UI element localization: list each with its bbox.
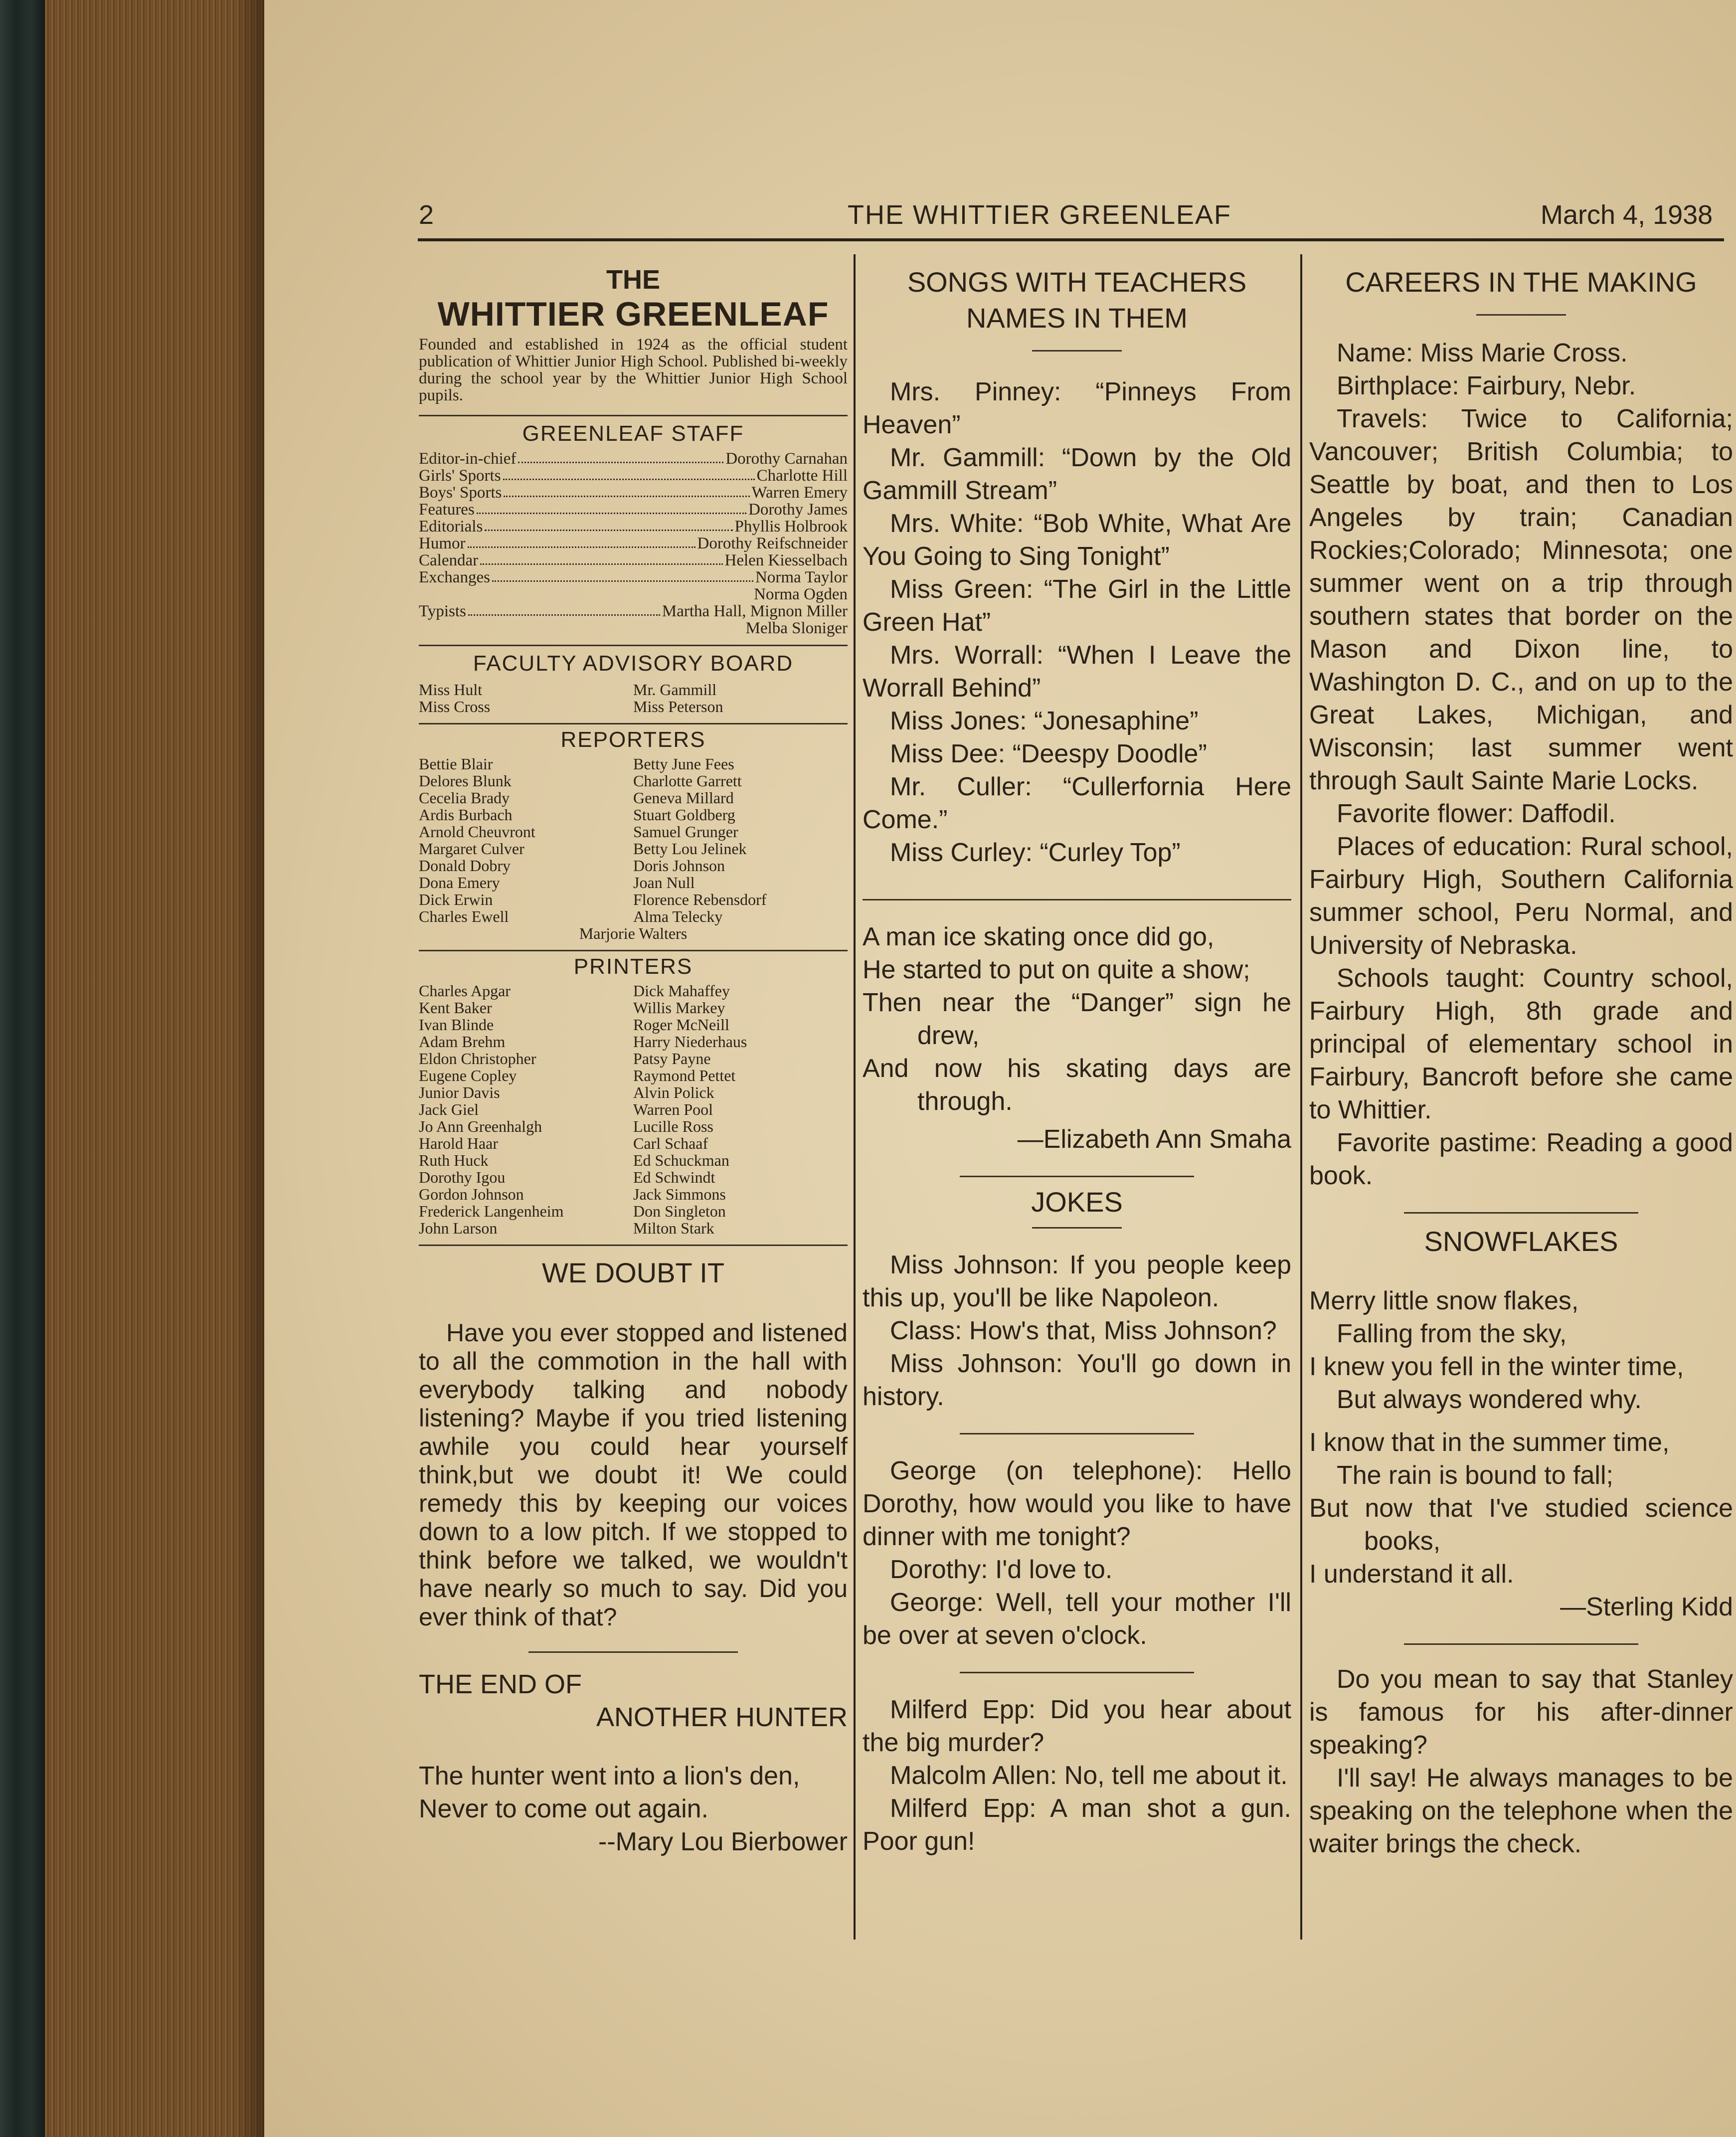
leader-dots — [504, 496, 749, 497]
reporters-name: Charles Ewell — [419, 907, 509, 925]
reporters-name: Samuel Grunger — [633, 823, 738, 841]
career-line: Favorite pastime: Reading a good book. — [1309, 1128, 1733, 1190]
faculty-heading: FACULTY ADVISORY BOARD — [473, 651, 794, 676]
reporters-name: Alma Telecky — [633, 907, 723, 925]
leader-dots — [492, 580, 753, 582]
reporters-heading: REPORTERS — [560, 727, 706, 752]
printers-name: Kent Baker — [419, 999, 492, 1017]
joke-line: Malcolm Allen: No, tell me about it. — [890, 1761, 1288, 1790]
song-item: Mrs. Worrall: “When I Leave the Worrall Behind” — [863, 641, 1291, 703]
staff-role: Humor — [419, 534, 466, 552]
skating-line-4: And now his skating days are through. — [863, 1054, 1291, 1116]
printers-name: Jack Simmons — [633, 1185, 726, 1203]
reporters-name: Arnold Cheuvront — [419, 823, 535, 841]
staff-name: Helen Kiesselbach — [724, 551, 848, 569]
snow-line-3: I knew you fell in the winter time, — [1309, 1352, 1684, 1381]
career-line: Travels: Twice to California; Vancouver; British Columbia; to Seattle by boat, and then to Los Angeles by train; Canadian Rockies;Colorado; Minnesota; one summer went on a trip through southern states that border on the Mason and Dixon line, to Washington D. C., and on up to the Great Lakes, Michigan, and Wisconsin; last summer went through Sault Sainte Marie Locks. — [1309, 404, 1733, 795]
reporters-name: Charlotte Garrett — [633, 772, 742, 790]
staff-row — [419, 450, 848, 467]
staff-role: Features — [419, 501, 475, 519]
songs-list — [863, 375, 1291, 869]
printers-name: Ed Schwindt — [633, 1168, 715, 1186]
staff-name: Dorothy Carnahan — [725, 450, 848, 468]
snow-line-1: Merry little snow flakes, — [1309, 1286, 1579, 1315]
staff-row — [419, 552, 848, 569]
doubt-heading: WE DOUBT IT — [541, 1257, 725, 1288]
snow-line-2: Falling from the sky, — [1337, 1319, 1567, 1348]
skating-rule — [863, 899, 1291, 900]
staff-rule — [419, 415, 848, 416]
joke-line: Milferd Epp: A man shot a gun. Poor gun! — [863, 1794, 1291, 1856]
hunter-line-1: The hunter went into a lion's den, — [419, 1762, 800, 1790]
staff-role: Boys' Sports — [419, 484, 502, 502]
leader-dots — [503, 479, 755, 480]
songs-heading-1: SONGS WITH TEACHERS — [907, 266, 1247, 298]
snow-line-4: But always wondered why. — [1337, 1385, 1642, 1414]
reporters-name: Ardis Burbach — [419, 806, 513, 824]
printers-name: Harry Niederhaus — [633, 1033, 747, 1051]
printers-name: Ivan Blinde — [419, 1016, 494, 1034]
hunter-heading-2: ANOTHER HUNTER — [596, 1702, 848, 1732]
staff-name: Dorothy Reifschneider — [697, 534, 848, 552]
reporters-rule — [419, 723, 848, 724]
staff-name: Martha Hall, Mignon Miller — [662, 602, 848, 620]
staff-heading: GREENLEAF STAFF — [522, 421, 744, 446]
staff-name: Norma Ogden — [754, 585, 848, 603]
staff-name: Phyllis Holbrook — [734, 518, 848, 535]
jokes-under-rule — [1032, 1227, 1122, 1229]
reporters-name: Florence Rebensdorf — [633, 890, 767, 908]
snowflakes-heading: SNOWFLAKES — [1424, 1226, 1618, 1257]
reporters-name: Doris Johnson — [633, 857, 725, 875]
printers-name: Raymond Pettet — [633, 1067, 736, 1084]
reporters-name: Joan Null — [633, 874, 695, 891]
reporters-name: Stuart Goldberg — [633, 806, 735, 824]
reporters-list — [419, 755, 848, 925]
doubt-body: Have you ever stopped and listened to all the commotion in the hall with everybody talking and nobody listening? Maybe if you tried listening awhile you could hear yourself think,but we doubt it! We could remedy this by keeping our voices down to a low pitch. If we stopped to think before we talked, we wouldn't have nearly so much to say. Did you ever think of that? — [419, 1319, 848, 1631]
leader-dots — [518, 462, 723, 463]
career-line: Schools taught: Country school, Fairbury High, 8th grade and principal of elementary school in Fairbury, Bancroft before she came to Whittier. — [1309, 964, 1733, 1124]
printers-name: Dorothy Igou — [419, 1168, 506, 1186]
song-item: Miss Green: “The Girl in the Little Green Hat” — [863, 575, 1291, 637]
reporters-name: Margaret Culver — [419, 840, 524, 858]
column-3 — [1309, 264, 1733, 1860]
printers-name: Patsy Payne — [633, 1050, 711, 1068]
joke-rule-1 — [960, 1433, 1194, 1434]
joke-line: Milferd Epp: Did you hear about the big murder? — [863, 1695, 1291, 1757]
joke-rule-2 — [960, 1672, 1194, 1673]
reporters-name: Dick Erwin — [419, 890, 493, 908]
printers-name: Charles Apgar — [419, 982, 511, 1000]
faculty-name: Miss Cross — [419, 698, 491, 715]
hunter-author: --Mary Lou Bierbower — [598, 1827, 848, 1856]
page-edges — [45, 0, 264, 2137]
staff-name: Warren Emery — [751, 484, 848, 502]
hunter-heading-1: THE END OF — [419, 1669, 582, 1699]
faculty-name: Miss Hult — [419, 681, 483, 699]
leader-dots — [477, 513, 746, 514]
jokes-rule — [960, 1176, 1194, 1177]
reporter-last: Marjorie Walters — [579, 924, 688, 942]
leader-dots — [468, 546, 695, 548]
song-item: Mrs. White: “Bob White, What Are You Going to Sing Tonight” — [863, 509, 1291, 571]
printers-name: Roger McNeill — [633, 1016, 729, 1034]
song-item: Miss Jones: “Jonesaphine” — [890, 707, 1199, 735]
leader-dots — [468, 614, 660, 616]
hunter-rule — [528, 1651, 738, 1653]
jokes-heading: JOKES — [1031, 1186, 1123, 1218]
column-divider-1 — [854, 254, 856, 1940]
faculty-name: Miss Peterson — [633, 698, 723, 715]
printers-name: Eldon Christopher — [419, 1050, 536, 1068]
staff-name: Charlotte Hill — [756, 467, 848, 485]
joke-line: Dorothy: I'd love to. — [890, 1555, 1113, 1584]
reporters-name: Geneva Millard — [633, 789, 734, 807]
staff-row — [419, 484, 848, 501]
staff-role: Editorials — [419, 518, 483, 535]
staff-name: Dorothy James — [748, 501, 848, 519]
joke-line: Class: How's that, Miss Johnson? — [890, 1316, 1277, 1345]
snow-line-5: I know that in the summer time, — [1309, 1428, 1670, 1457]
masthead-name: WHITTIER GREENLEAF — [437, 295, 829, 333]
printers-name: John Larson — [419, 1219, 498, 1237]
staff-row — [419, 569, 848, 586]
staff-role: Girls' Sports — [419, 467, 501, 485]
faculty-list — [419, 681, 848, 715]
careers-list — [1309, 337, 1733, 1192]
staff-row — [419, 467, 848, 484]
staff-role: Calendar — [419, 551, 479, 569]
printers-name: Harold Haar — [419, 1134, 499, 1152]
skating-line-3: Then near the “Danger” sign he drew, — [863, 988, 1291, 1050]
reporters-name: Dona Emery — [419, 874, 500, 891]
book-binding — [0, 0, 45, 2137]
printers-name: Dick Mahaffey — [633, 982, 730, 1000]
stanley-answer: I'll say! He always manages to be speaking on the telephone when the waiter brings the check. — [1309, 1764, 1733, 1858]
song-item: Mr. Gammill: “Down by the Old Gammill Stream” — [863, 443, 1291, 505]
reporters-name: Donald Dobry — [419, 857, 511, 875]
printers-name: Junior Davis — [419, 1083, 500, 1101]
printers-name: Carl Schaaf — [633, 1134, 708, 1152]
printers-name: Eugene Copley — [419, 1067, 517, 1084]
staff-role: Typists — [419, 602, 466, 620]
reporters-name: Cecelia Brady — [419, 789, 510, 807]
staff-row — [419, 535, 848, 552]
joke-line: George (on telephone): Hello Dorothy, how would you like to have dinner with me tonight? — [863, 1456, 1291, 1551]
careers-heading: CAREERS IN THE MAKING — [1345, 266, 1697, 298]
leader-dots — [480, 563, 722, 565]
printers-rule — [419, 950, 848, 951]
staff-name: Norma Taylor — [755, 568, 848, 586]
page-number: 2 — [419, 200, 434, 230]
printers-name: Lucille Ross — [633, 1117, 713, 1135]
printers-list — [419, 982, 848, 1237]
snow-line-6: The rain is bound to fall; — [1337, 1461, 1613, 1490]
joke-1 — [863, 1248, 1291, 1413]
staff-row — [419, 620, 848, 637]
printers-name: Ed Schuckman — [633, 1151, 729, 1169]
snow-line-8: I understand it all. — [1309, 1560, 1514, 1589]
printers-name: Jo Ann Greenhalgh — [419, 1117, 542, 1135]
masthead-blurb: Founded and established in 1924 as the official student publication of Whittier Junior High School. Published bi-weekly during the school year by the Whittier Junior High School pupils. — [419, 336, 848, 404]
careers-rule — [1476, 314, 1566, 316]
printers-name: Don Singleton — [633, 1202, 726, 1220]
snowflakes-rule — [1404, 1212, 1638, 1214]
snow-author: —Sterling Kidd — [1560, 1593, 1733, 1621]
masthead-the: THE — [606, 265, 660, 295]
faculty-rule — [419, 645, 848, 646]
staff-row — [419, 518, 848, 535]
joke-line: Miss Johnson: If you people keep this up, you'll be like Napoleon. — [863, 1250, 1291, 1312]
skating-line-1: A man ice skating once did go, — [863, 922, 1215, 951]
faculty-name: Mr. Gammill — [633, 681, 717, 699]
doubt-rule — [419, 1245, 848, 1246]
staff-role: Editor-in-chief — [419, 450, 517, 468]
song-item: Mrs. Pinney: “Pinneys From Heaven” — [863, 377, 1291, 439]
reporters-name: Betty Lou Jelinek — [633, 840, 747, 858]
hunter-line-2: Never to come out again. — [419, 1794, 708, 1823]
joke-2 — [863, 1454, 1291, 1652]
song-item: Mr. Culler: “Cullerfornia Here Come.” — [863, 772, 1291, 834]
skating-author: —Elizabeth Ann Smaha — [1017, 1125, 1291, 1154]
staff-row — [419, 501, 848, 518]
reporters-name: Bettie Blair — [419, 755, 493, 773]
song-item: Miss Dee: “Deespy Doodle” — [890, 739, 1207, 768]
stanley-rule — [1404, 1643, 1638, 1645]
printers-name: Adam Brehm — [419, 1033, 506, 1051]
newspaper-title: THE WHITTIER GREENLEAF — [848, 200, 1232, 230]
printers-name: Gordon Johnson — [419, 1185, 524, 1203]
column-divider-2 — [1300, 254, 1302, 1940]
printers-name: Warren Pool — [633, 1100, 713, 1118]
staff-role: Exchanges — [419, 568, 490, 586]
career-line: Name: Miss Marie Cross. — [1337, 339, 1628, 367]
staff-row — [419, 603, 848, 620]
column-1 — [419, 264, 848, 1858]
joke-3 — [863, 1693, 1291, 1858]
stanley-question: Do you mean to say that Stanley is famous for his after-dinner speaking? — [1309, 1665, 1733, 1760]
column-2 — [863, 264, 1291, 1858]
printers-name: Frederick Langenheim — [419, 1202, 564, 1220]
reporters-name: Delores Blunk — [419, 772, 512, 790]
staff-name: Melba Sloniger — [745, 619, 848, 637]
snow-line-7: But now that I've studied science books, — [1309, 1494, 1733, 1556]
staff-list — [419, 450, 848, 637]
printers-name: Alvin Polick — [633, 1083, 714, 1101]
printers-name: Milton Stark — [633, 1219, 714, 1237]
issue-date: March 4, 1938 — [1541, 200, 1713, 230]
joke-line: George: Well, tell your mother I'll be over at seven o'clock. — [863, 1588, 1291, 1650]
career-line: Birthplace: Fairbury, Nebr. — [1337, 371, 1636, 400]
career-line: Places of education: Rural school, Fairbury High, Southern California summer school, Peru Normal, and University of Nebraska. — [1309, 832, 1733, 960]
staff-row — [419, 586, 848, 603]
header-rule — [418, 238, 1724, 241]
joke-line: Miss Johnson: You'll go down in history. — [863, 1349, 1291, 1411]
career-line: Favorite flower: Daffodil. — [1337, 799, 1616, 828]
printers-name: Ruth Huck — [419, 1151, 489, 1169]
songs-rule — [1032, 350, 1122, 352]
printers-name: Jack Giel — [419, 1100, 479, 1118]
song-item: Miss Curley: “Curley Top” — [890, 838, 1181, 867]
reporters-name: Betty June Fees — [633, 755, 734, 773]
leader-dots — [485, 530, 732, 531]
songs-heading-2: NAMES IN THEM — [966, 302, 1188, 334]
printers-heading: PRINTERS — [573, 954, 693, 979]
skating-line-2: He started to put on quite a show; — [863, 955, 1250, 984]
printers-name: Willis Markey — [633, 999, 725, 1017]
